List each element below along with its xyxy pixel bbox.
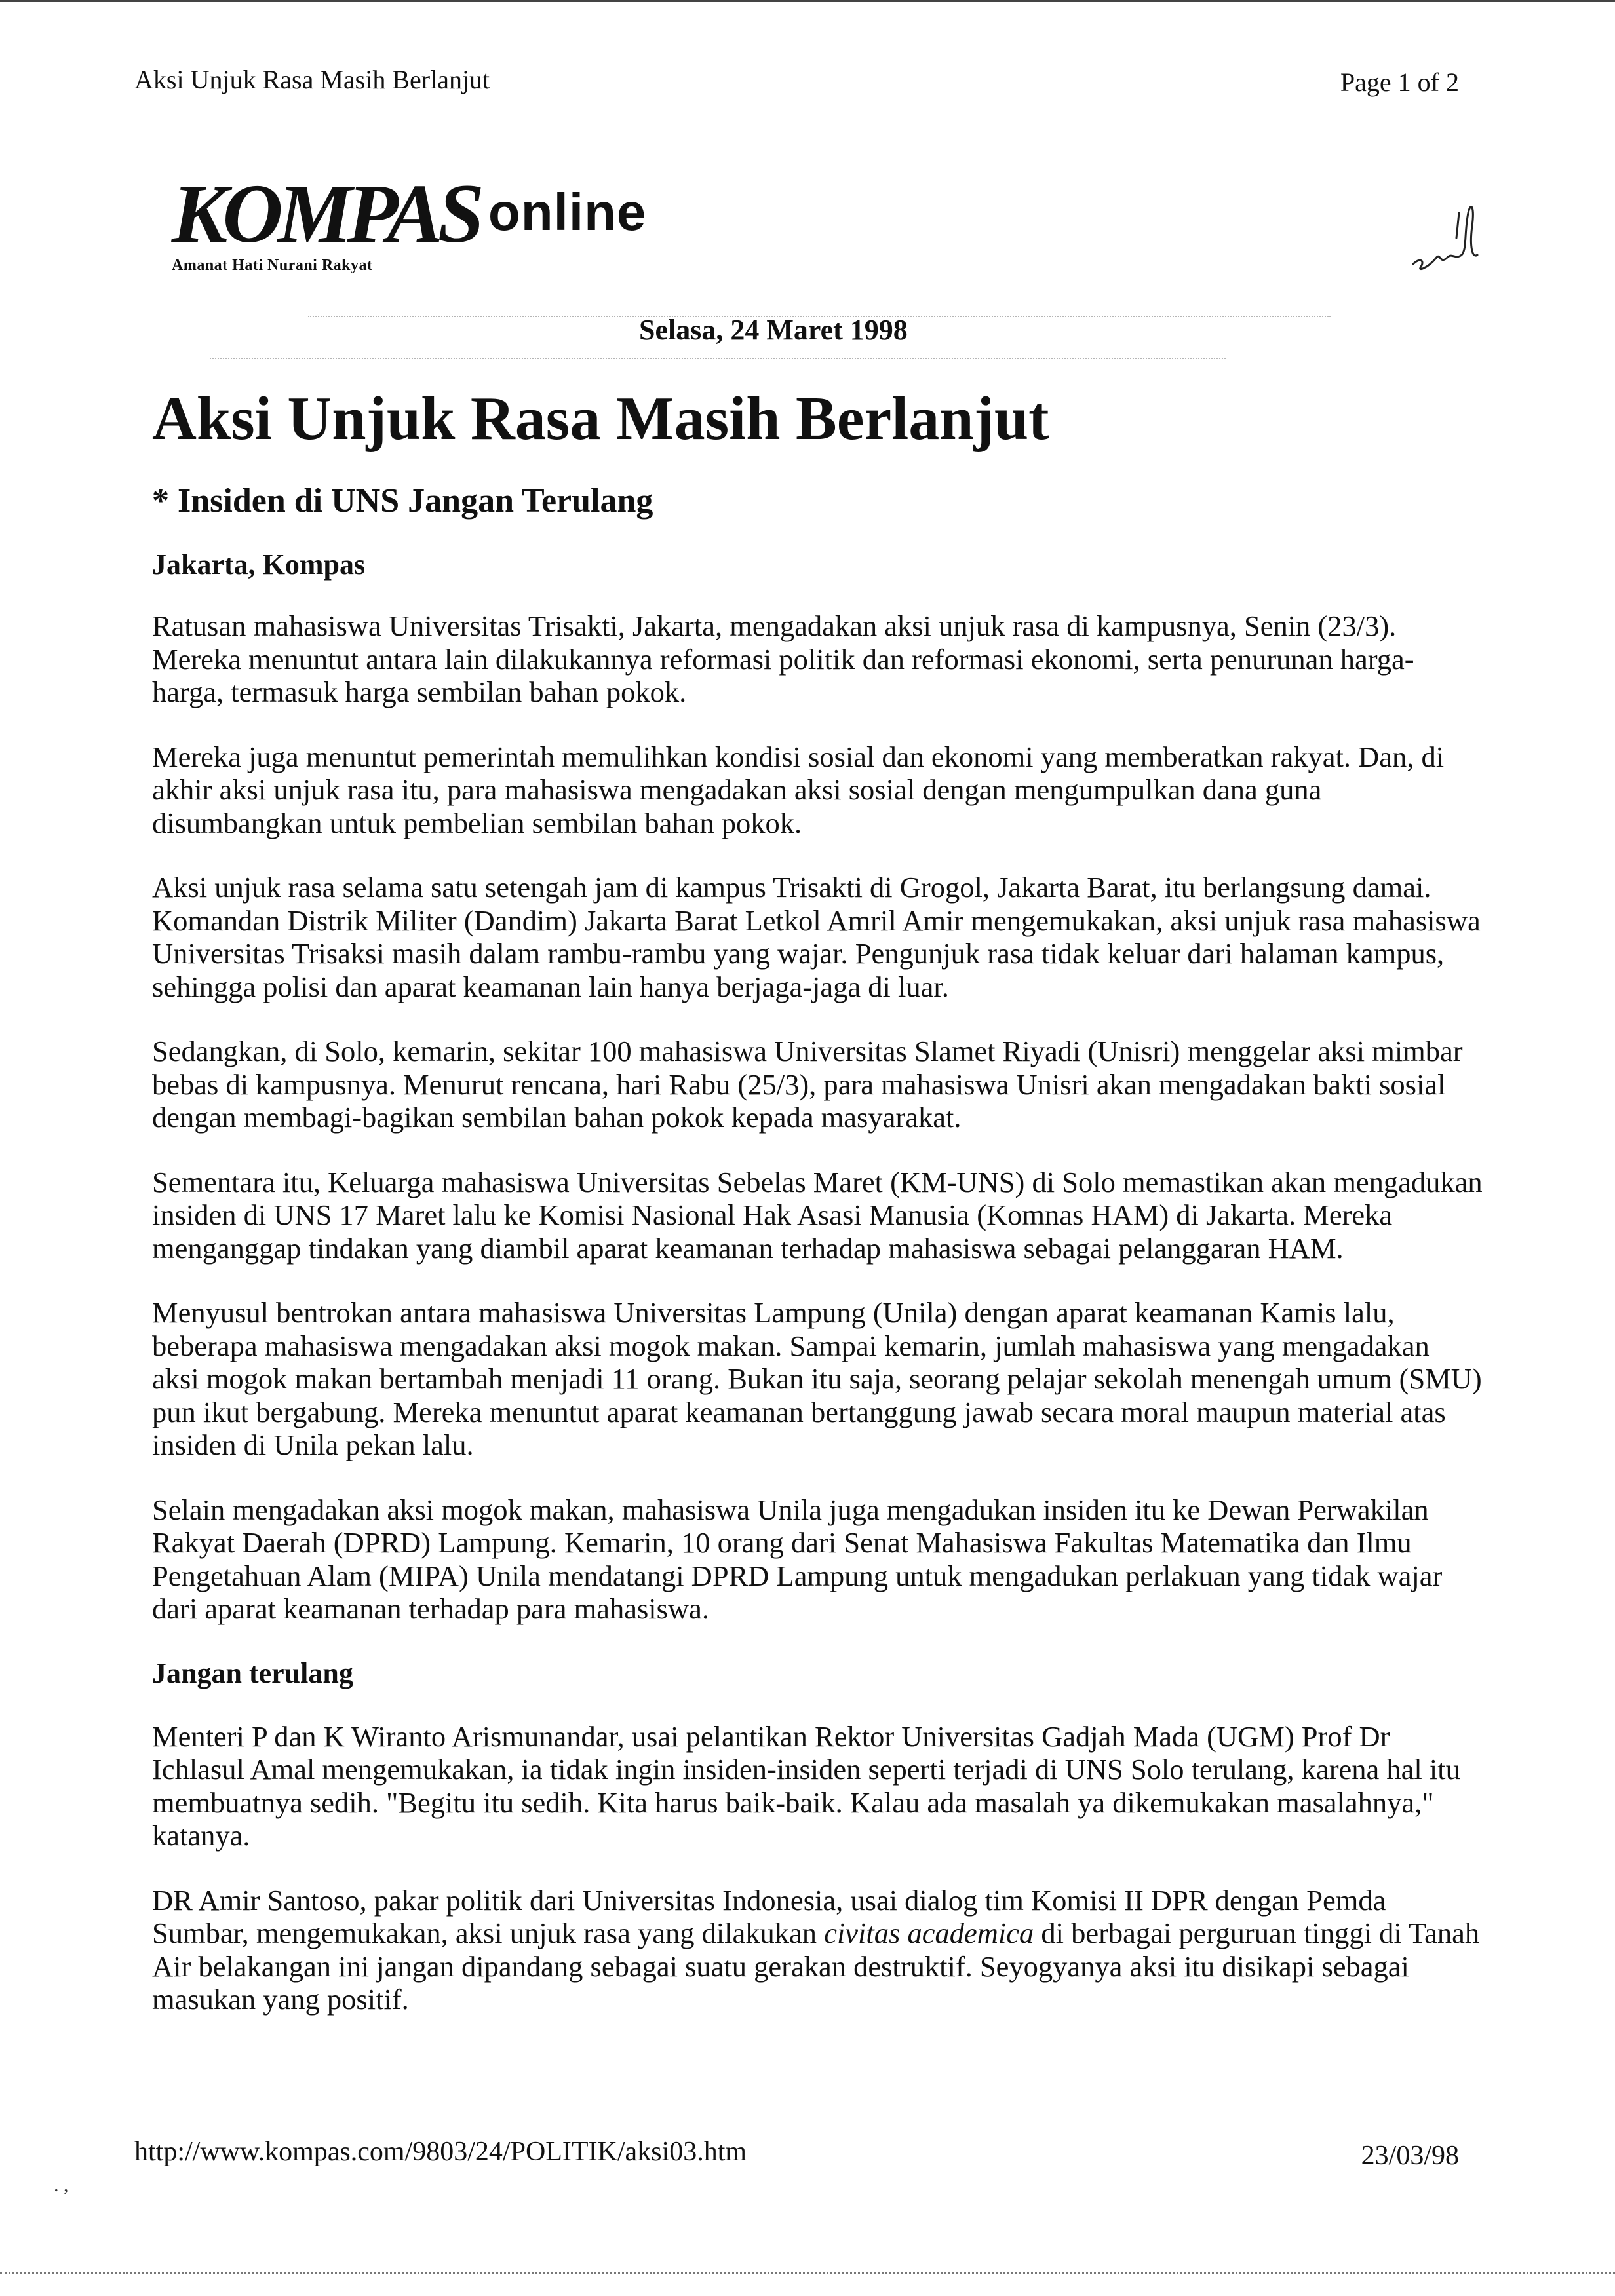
print-date: 23/03/98 [1361,2141,1459,2171]
paragraph: Ratusan mahasiswa Universitas Trisakti, Jakarta, mengadakan aksi unjuk rasa di kampusnya, Senin (23/3). Mereka menuntut antara lain dilakukannya reformasi politik dan reformasi ekonomi, serta penurunan harga-harga, termasuk harga sembilan bahan pokok. [152,609,1414,708]
paragraph [152,1884,1483,2016]
logo-tagline: Amanat Hati Nurani Rakyat [172,257,373,274]
scan-edge-bottom [0,2272,1615,2274]
scan-marks: . , [54,2174,69,2196]
page-number: Page 1 of 2 [1340,67,1459,97]
article-subtitle: * Insiden di UNS Jangan Terulang [152,482,653,520]
handwritten-signature-icon [1409,187,1481,278]
paragraph: Sedangkan, di Solo, kemarin, sekitar 100 mahasiswa Universitas Slamet Riyadi (Unisri) menggelar aksi mimbar bebas di kampusnya. Menurut rencana, hari Rabu (25/3), para mahasiswa Unisri akan mengadakan bakti sosial dengan membagi-bagikan sembilan bahan pokok kepada masyarakat. [152,1035,1463,1134]
logo-online: online [488,183,647,241]
paragraph: Menyusul bentrokan antara mahasiswa Universitas Lampung (Unila) dengan aparat keamanan Kamis lalu, beberapa mahasiswa mengadakan aksi mogok makan. Sampai kemarin, jumlah mahasiswa yang mengadakan aksi mogok makan bertambah menjadi 11 orang. Bukan itu saja, seorang pelajar sekolah menengah umum (SMU) pun ikut bergabung. Mereka menuntut aparat keamanan bertanggung jawab secara moral maupun material atas insiden di Unila pekan lalu. [152,1296,1482,1461]
paragraph-text: di berbagai perguruan tinggi di Tanah Air belakangan ini jangan dipandang sebagai suatu gerakan destruktif. Seyogyanya aksi itu disikapi sebagai masukan yang positif. [152,1917,1480,2016]
paragraph: Mereka juga menuntut pemerintah memulihkan kondisi sosial dan ekonomi yang memberatkan rakyat. Dan, di akhir aksi unjuk rasa itu, para mahasiswa mengadakan aksi sosial dengan mengumpulkan dana guna disumbangkan untuk pembelian sembilan bahan pokok. [152,740,1445,839]
article-body [152,609,1483,2048]
paragraph-text: DR Amir Santoso, pakar politik dari Universitas Indonesia, usai dialog tim Komisi II DPR dengan Pemda Sumbar, mengemukakan, aksi unjuk rasa yang dilakukan [152,1883,1386,1949]
source-url: http://www.kompas.com/9803/24/POLITIK/aksi03.htm [134,2137,747,2167]
paragraph: Aksi unjuk rasa selama satu setengah jam di kampus Trisakti di Grogol, Jakarta Barat, itu berlangsung damai. Komandan Distrik Militer (Dandim) Jakarta Barat Letkol Amril Amir mengemukakan, aksi unjuk rasa mahasiswa Universitas Trisaksi masih dalam rambu-rambu yang wajar. Pengunjuk rasa tidak keluar dari halaman kampus, sehingga polisi dan aparat keamanan lain hanya berjaga-jaga di luar. [152,871,1481,1003]
section-heading: Jangan terulang [152,1656,353,1689]
article-title: Aksi Unjuk Rasa Masih Berlanjut [152,385,1049,453]
divider-bottom [210,358,1226,359]
italic-term: civitas academica [824,1917,1034,1949]
kompas-online-logo [172,167,647,275]
logo-wordmark: KOMPAS [172,167,479,260]
scan-edge-top [0,0,1615,2]
page-header-title: Aksi Unjuk Rasa Masih Berlanjut [134,65,490,94]
article-dateline: Jakarta, Kompas [152,548,366,581]
paragraph: Menteri P dan K Wiranto Arismunandar, usai pelantikan Rektor Universitas Gadjah Mada (UGM) Prof Dr Ichlasul Amal mengemukakan, ia tidak ingin insiden-insiden seperti terjadi di UNS Solo terulang, karena hal itu membuatnya sedih. "Begitu itu sedih. Kita harus baik-baik. Kalau ada masalah ya dikemukakan masalahnya," katanya. [152,1719,1460,1852]
paragraph: Selain mengadakan aksi mogok makan, mahasiswa Unila juga mengadukan insiden itu ke Dewan Perwakilan Rakyat Daerah (DPRD) Lampung. Kemarin, 10 orang dari Senat Mahasiswa Fakultas Matematika dan Ilmu Pengetahuan Alam (MIPA) Unila mendatangi DPRD Lampung untuk mengadukan perlakuan yang tidak wajar dari aparat keamanan terhadap para mahasiswa. [152,1493,1443,1625]
paragraph: Sementara itu, Keluarga mahasiswa Universitas Sebelas Maret (KM-UNS) di Solo memastikan akan mengadukan insiden di UNS 17 Maret lalu ke Komisi Nasional Hak Asasi Manusia (Komnas HAM) di Jakarta. Mereka menganggap tindakan yang diambil aparat keamanan terhadap mahasiswa sebagai pelanggaran HAM. [152,1165,1483,1265]
article-date: Selasa, 24 Maret 1998 [639,314,908,346]
